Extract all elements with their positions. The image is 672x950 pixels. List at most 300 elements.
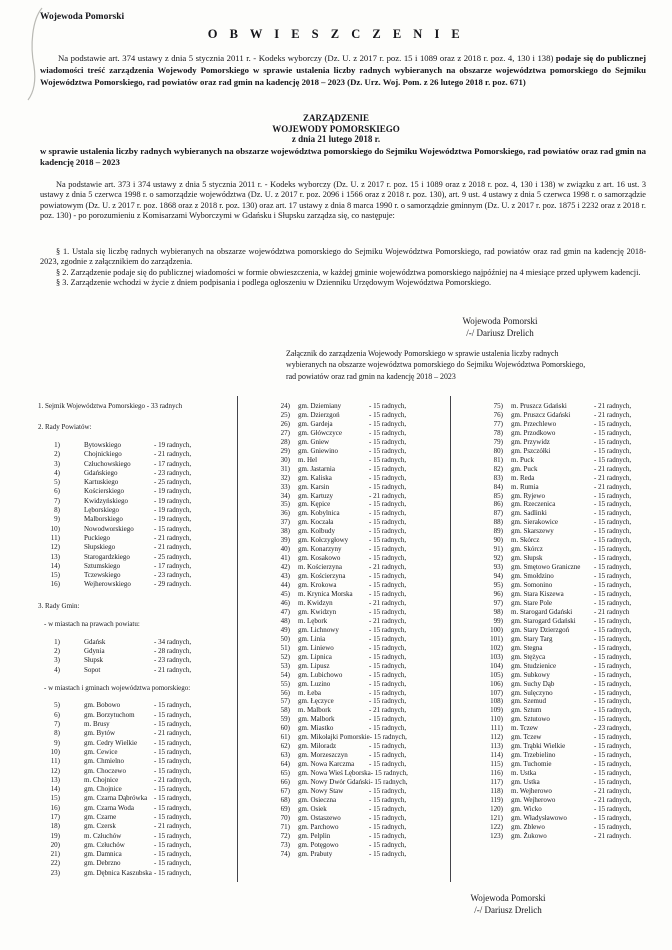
annex-item-count: - 21 radnych, — [369, 491, 407, 500]
annex-item-number: 104) — [490, 661, 503, 670]
annex-item-name: Chojnickiego — [84, 450, 122, 459]
annex-item-count: - 15 radnych, — [369, 509, 407, 518]
annex-item-number: 115) — [490, 760, 503, 769]
annex-item-name: m. Tczew — [511, 724, 538, 733]
annex-item-name: gm. Sadlinki — [511, 509, 547, 518]
annex-item-count: - 15 radnych, — [594, 428, 632, 437]
annex-item-name: gm. Ustka — [511, 778, 540, 787]
annex-item-name: gm. Skarszewy — [511, 527, 554, 536]
annex-item-number: 59) — [280, 715, 290, 724]
annex-list-item — [479, 563, 668, 572]
annex-list-item — [264, 760, 445, 769]
annex-item-number: 44) — [280, 581, 290, 590]
annex-item-name: m. Kościerzyna — [298, 563, 342, 572]
annex-list-item — [38, 720, 232, 729]
annex-item-count: - 19 radnych, — [154, 441, 192, 449]
annex-item-name: gm. Bytów — [84, 729, 116, 738]
annex-item-number: 19) — [50, 831, 60, 840]
order-heading-line2: WOJEWODY POMORSKIEGO — [272, 123, 400, 134]
annex-item-count: - 15 radnych, — [369, 464, 407, 473]
annex-list-item — [479, 492, 668, 501]
annex-item-number: 53) — [280, 661, 290, 670]
annex-item-number: 51) — [280, 643, 290, 652]
annex-item-number: 62) — [280, 742, 290, 751]
annex-column-1 — [30, 396, 237, 882]
annex-list-item — [38, 441, 232, 450]
powiaty-list — [38, 441, 232, 590]
annex-list-item — [264, 832, 445, 841]
annex-item-count: - 15 radnych, — [369, 625, 407, 634]
attachment-note-line3: rad powiatów oraz rad gmin na kadencję 2018 – 2023 — [286, 371, 456, 381]
footer-signature-block — [423, 893, 593, 916]
annex-item-number: 80) — [493, 446, 503, 455]
annex-item-name: gm. Sierakowice — [511, 518, 559, 527]
annex-item-count: - 15 radnych, — [594, 518, 632, 527]
annex-list-item — [38, 534, 232, 543]
annex-list-item — [38, 580, 232, 589]
annex-item-count: - 15 radnych, — [369, 518, 407, 527]
annex-item-number: 81) — [493, 455, 503, 464]
gminy-list-col3 — [479, 402, 668, 841]
paragraph-3: § 3. Zarządzenie wchodzi w życie z dniem podpisania i podlega ogłoszeniu w Dzienniku Urzędowym Województwa Pomorskiego. — [56, 278, 492, 288]
annex-item-count: - 21 radnych, — [594, 402, 632, 410]
annex-item-count: - 25 radnych, — [154, 552, 192, 561]
annex-list-item — [264, 706, 445, 715]
annex-item-name: gm. Pszczółki — [511, 446, 551, 455]
annex-item-number: 72) — [280, 831, 290, 840]
annex-item-count: - 15 radnych, — [369, 607, 407, 616]
annex-list-item — [479, 608, 668, 617]
annex-item-count: - 15 radnych, — [154, 813, 192, 821]
annex-item-count: - 15 radnych, — [594, 419, 632, 428]
annex-item-name: gm. Tczew — [511, 733, 542, 742]
annex-item-number: 110) — [490, 715, 503, 724]
annex-list-item — [38, 794, 232, 803]
annex-list-item — [264, 751, 445, 760]
annex-item-number: 30) — [280, 455, 290, 464]
annex-item-name: gm. Starogard Gdański — [511, 616, 576, 625]
annex-list-item — [38, 450, 232, 459]
annex-list-item — [38, 869, 232, 878]
annex-item-name: gm. Miastko — [298, 724, 334, 733]
annex-list-item — [479, 474, 668, 483]
annex-list-item — [264, 724, 445, 733]
annex-item-count: - 15 radnych, — [594, 598, 632, 607]
attachment-note-line2: wybieranych na obszarze województwa pomorskiego do Sejmiku Województwa Pomorskiego, — [286, 360, 586, 370]
annex-item-count: - 19 radnych, — [154, 496, 192, 505]
annex-item-number: 29) — [280, 446, 290, 455]
annex-item-count: - 21 radnych, — [154, 533, 192, 542]
annex-list-item — [479, 733, 668, 742]
annex-item-count: - 19 radnych, — [154, 487, 192, 496]
legal-basis-paragraph: Na podstawie art. 373 i 374 ustawy z dnia 5 stycznia 2011 r. - Kodeks wyborczy (Dz. U. z 2017 r. poz. 15 i 1089 oraz z 2018 r. poz. 4, 130 i 138) w związku z art. 16 ust. 3 ustawy z dnia 5 czerwca 1998 r. o samorządzie województwa (Dz. U. z 2017 r. poz. 2096 i 1566 oraz z 2018 r. poz. 130), art. 9 ust. 4 ustawy z dnia 5 czerwca 1998 r. o samorządzie powiatowym (Dz. U. z 2017 r. poz. 1868 oraz z 2018 r. poz. 130) oraz art. 17 ustawy z dnia 8 marca 1990 r. o samorządzie gminnym (Dz. U. z 2017 r. poz. 1875 i 2232 oraz z 2018 r. poz. 130) - po porozumieniu z Komisarzami Wyborczymi w Gdańsku i Słupsku zarządza się, co następuje: — [40, 180, 646, 221]
annex-item-name: m. Puck — [511, 455, 534, 464]
annex-item-name: gm. Żukowo — [511, 831, 547, 840]
intro-bold-text: podaje się do publicznej wiadomości treść zarządzenia Wojewody Pomorskiego w sprawie ustalenia liczby radnych wybieranych na obszarze województwa pomorskiego do Sejmiku Województwa Pomorskiego, rad powiatów oraz rad gmin na kadencję 2018 – 2023 (Dz. Urz. Woj. Pom. z 26 lutego 2018 r. poz. 671) — [40, 53, 646, 88]
annex-item-name: gm. Sulęczyno — [511, 688, 553, 697]
annex-item-number: 67) — [280, 786, 290, 795]
annex-list-item — [479, 680, 668, 689]
annex-item-name: m. Brusy — [84, 720, 110, 729]
annex-item-name: Lęborskiego — [84, 506, 119, 515]
annex-item-number: 14) — [50, 785, 60, 794]
annex-item-count: - 15 radnych, — [369, 688, 407, 697]
annex-item-number: 8) — [54, 729, 60, 738]
annex-item-name: m. Kwidzyn — [298, 598, 333, 607]
annex-item-count: - 15 radnych, — [369, 831, 407, 840]
annex-item-count: - 25 radnych, — [154, 478, 192, 487]
annex-item-count: - 15 radnych, — [154, 738, 192, 747]
annex-item-name: gm. Luzino — [298, 679, 331, 688]
annex-list-item — [264, 456, 445, 465]
signature-title: Wojewoda Pomorski — [462, 316, 538, 326]
annex-item-number: 16) — [50, 803, 60, 812]
annex-item-number: 63) — [280, 751, 290, 760]
annex-item-count: - 15 radnych, — [594, 760, 632, 769]
annex-list-item — [264, 465, 445, 474]
annex-list-item — [479, 465, 668, 474]
annex-list-item — [479, 635, 668, 644]
annex-list-item — [264, 680, 445, 689]
annex-item-name: Człuchowskiego — [84, 459, 131, 468]
annex-item-name: gm. Słupsk — [511, 554, 543, 563]
annex-item-number: 37) — [280, 518, 290, 527]
annex-item-number: 7) — [54, 720, 60, 729]
annex-item-number: 58) — [280, 706, 290, 715]
annex-list-item — [479, 527, 668, 536]
annex-item-name: gm. Stary Dzierzgoń — [511, 625, 570, 634]
annex-item-count: - 29 radnych. — [154, 580, 192, 589]
annex-list-item — [264, 644, 445, 653]
annex-item-name: m. Ustka — [511, 769, 537, 778]
annex-item-number: 96) — [493, 590, 503, 599]
annex-list-item — [38, 497, 232, 506]
annex-item-name: gm. Morzeszczyn — [298, 751, 348, 760]
annex-item-name: m. Krynica Morska — [298, 590, 353, 599]
annex-item-number: 25) — [280, 410, 290, 419]
annex-item-count: - 15 radnych, — [594, 742, 632, 751]
annex-item-count: - 15 radnych, — [154, 766, 192, 775]
annex-list-item — [38, 729, 232, 738]
annex-list-item — [264, 563, 445, 572]
annex-list-item — [264, 787, 445, 796]
annex-item-name: gm. Przechlewo — [511, 419, 557, 428]
annex-item-count: - 15 radnych, — [594, 527, 632, 536]
annex-item-name: m. Reda — [511, 473, 535, 482]
annex-item-number: 34) — [280, 491, 290, 500]
annex-item-number: 113) — [490, 742, 503, 751]
annex-item-count: - 15 radnych, — [154, 747, 192, 756]
annex-item-count: - 15 radnych, — [369, 581, 407, 590]
annex-item-number: 33) — [280, 482, 290, 491]
annex-list-item — [38, 841, 232, 850]
annex-item-name: gm. Malbork — [298, 715, 335, 724]
annex-item-count: - 15 radnych, — [370, 778, 408, 787]
annex-item-number: 1) — [54, 441, 60, 449]
annex-item-number: 119) — [490, 795, 503, 804]
annex-item-name: gm. Skórcz — [511, 545, 543, 554]
attachment-note-line1: Załącznik do zarządzenia Wojewody Pomorskiego w sprawie ustalenia liczby radnych — [286, 349, 559, 358]
annex-item-name: gm. Kępice — [298, 500, 331, 509]
annex-item-number: 22) — [50, 859, 60, 868]
annex-item-number: 16) — [50, 580, 60, 589]
annex-item-count: - 15 radnych, — [594, 813, 632, 822]
annex-item-name: gm. Liniewo — [298, 643, 334, 652]
annex-item-name: Słupsk — [84, 656, 104, 665]
signature-name: /-/ Dariusz Drelich — [466, 327, 534, 338]
annex-item-number: 9) — [54, 515, 60, 524]
annex-item-number: 95) — [493, 581, 503, 590]
annex-item-number: 114) — [490, 751, 503, 760]
annex-item-name: gm. Lichnowy — [298, 625, 339, 634]
annex-item-number: 118) — [490, 786, 503, 795]
annex-item-number: 101) — [490, 634, 503, 643]
cities-subheading: - w miastach na prawach powiatu: — [44, 620, 140, 629]
annex-item-count: - 15 radnych, — [594, 625, 632, 634]
annex-list-item — [479, 536, 668, 545]
annex-item-count: - 17 radnych, — [154, 561, 192, 570]
annex-item-name: gm. Linia — [298, 634, 326, 643]
annex-item-name: gm. Krokowa — [298, 581, 337, 590]
order-paragraphs — [40, 247, 646, 289]
order-heading — [0, 113, 672, 145]
annex-item-name: gm. Lipnica — [298, 652, 332, 661]
annex-item-count: - 15 radnych, — [369, 804, 407, 813]
annex-item-name: gm. Stegna — [511, 643, 543, 652]
annex-list-item — [264, 697, 445, 706]
annex-item-number: 70) — [280, 813, 290, 822]
annex-item-name: Kościerskiego — [84, 487, 125, 496]
annex-item-count: - 15 radnych, — [369, 554, 407, 563]
annex-item-name: gm. Parchowo — [298, 822, 339, 831]
annex-item-number: 90) — [493, 536, 503, 545]
annex-item-count: - 15 radnych, — [154, 710, 192, 719]
annex-item-name: Sztumskiego — [84, 561, 121, 570]
annex-item-count: - 21 radnych, — [594, 482, 632, 491]
annex-list-item — [38, 813, 232, 822]
annex-list-item — [38, 785, 232, 794]
annex-list-item — [38, 757, 232, 766]
annex-item-count: - 15 radnych, — [594, 652, 632, 661]
annex-item-name: gm. Zblewo — [511, 822, 545, 831]
annex-list-item — [479, 447, 668, 456]
annex-item-count: - 15 radnych, — [154, 701, 192, 710]
annex-item-count: - 15 radnych, — [370, 769, 408, 778]
annex-item-name: Nowodworskiego — [84, 524, 134, 533]
annex-list-item — [38, 776, 232, 785]
annex-list-item — [479, 689, 668, 698]
annex-list-item — [479, 411, 668, 420]
annex-item-count: - 23 radnych, — [594, 724, 632, 733]
annex-item-name: gm. Nowy Dwór Gdański — [298, 778, 371, 787]
annex-list-item — [264, 545, 445, 554]
gminy-subheading: - w miastach i gminach województwa pomorskiego: — [44, 683, 191, 692]
annex-list-item — [38, 525, 232, 534]
annex-item-number: 89) — [493, 527, 503, 536]
annex-item-name: gm. Konarzyny — [298, 545, 342, 554]
annex-item-number: 45) — [280, 590, 290, 599]
annex-item-count: - 15 radnych, — [594, 661, 632, 670]
annex-item-name: m. Wejherowo — [511, 786, 552, 795]
annex-item-count: - 15 radnych, — [594, 769, 632, 778]
annex-item-count: - 15 radnych, — [369, 786, 407, 795]
annex-item-count: - 21 radnych, — [369, 706, 407, 715]
annex-item-number: 40) — [280, 545, 290, 554]
annex-item-name: gm. Dzierzgoń — [298, 410, 340, 419]
annex-list-item — [479, 599, 668, 608]
annex-list-item — [264, 608, 445, 617]
annex-item-count: - 15 radnych, — [594, 804, 632, 813]
annex-item-count: - 15 radnych, — [594, 554, 632, 563]
annex-list-item — [264, 769, 445, 778]
annex-item-number: 86) — [493, 500, 503, 509]
annex-item-number: 73) — [280, 840, 290, 849]
annex-item-number: 15) — [50, 794, 60, 803]
annex-item-count: - 15 radnych, — [154, 720, 192, 729]
annex-item-number: 60) — [280, 724, 290, 733]
annex-list-item — [479, 751, 668, 760]
annex-item-count: - 15 radnych, — [369, 419, 407, 428]
annex-list-item — [38, 832, 232, 841]
annex-list-item — [38, 647, 232, 656]
annex-item-count: - 15 radnych, — [594, 536, 632, 545]
annex-item-number: 57) — [280, 697, 290, 706]
annex-item-number: 102) — [490, 643, 503, 652]
annex-list-item — [264, 689, 445, 698]
annex-item-name: gm. Kolbudy — [298, 527, 335, 536]
annex-item-name: m. Człuchów — [84, 831, 122, 840]
annex-item-name: Kwidzyńskiego — [84, 496, 128, 505]
annex-item-name: gm. Damnica — [84, 850, 122, 859]
annex-item-name: gm. Karsin — [298, 482, 330, 491]
annex-list-item — [38, 804, 232, 813]
annex-item-name: m. Skórcz — [511, 536, 540, 545]
annex-item-count: - 15 radnych, — [154, 757, 192, 766]
annex-item-name: Malborskiego — [84, 515, 123, 524]
annex-item-count: - 15 radnych, — [369, 437, 407, 446]
annex-item-name: gm. Czarna Woda — [84, 803, 135, 812]
annex-item-name: gm. Stara Kiszewa — [511, 590, 564, 599]
annex-list-item — [264, 823, 445, 832]
annex-item-count: - 15 radnych, — [369, 742, 407, 751]
annex-item-number: 42) — [280, 563, 290, 572]
annex-list-item — [264, 447, 445, 456]
annex-list-item — [264, 635, 445, 644]
annex-item-count: - 21 radnych, — [154, 450, 192, 459]
paragraph-1: § 1. Ustala się liczbę radnych wybieranych na obszarze województwa pomorskiego do Sejmiku Województwa Pomorskiego, rad powiatów oraz rad gmin na kadencję 2018-2023, zgodnie z załącznikiem do zarządzenia. — [40, 247, 646, 267]
annex-item-number: 27) — [280, 428, 290, 437]
annex-item-name: gm. Choczewo — [84, 766, 126, 775]
annex-item-count: - 15 radnych, — [369, 643, 407, 652]
annex-item-count: - 15 radnych, — [369, 500, 407, 509]
annex-list-item — [479, 500, 668, 509]
annex-item-name: Kartuskiego — [84, 478, 119, 487]
footer-signature-name: /-/ Dariusz Drelich — [474, 904, 542, 915]
annex-item-number: 94) — [493, 572, 503, 581]
annex-item-number: 61) — [280, 733, 290, 742]
annex-item-count: - 15 radnych, — [369, 733, 407, 742]
annex-list-item — [479, 617, 668, 626]
annex-list-item — [479, 787, 668, 796]
annex-item-count: - 15 radnych, — [369, 751, 407, 760]
annex-list-item — [264, 590, 445, 599]
annex-item-count: - 15 radnych, — [369, 849, 407, 858]
annex-list-item — [479, 715, 668, 724]
annex-item-name: gm. Wicko — [511, 804, 542, 813]
annex-item-count: - 23 radnych, — [154, 468, 192, 477]
annex-list-item — [264, 411, 445, 420]
annex-item-name: gm. Szemud — [511, 697, 546, 706]
annex-item-name: gm. Lubichowo — [298, 670, 343, 679]
annex-item-number: 52) — [280, 652, 290, 661]
annex-item-count: - 15 radnych, — [594, 634, 632, 643]
annex-list-item — [479, 814, 668, 823]
annex-item-number: 87) — [493, 509, 503, 518]
annex-item-number: 69) — [280, 804, 290, 813]
annex-item-number: 36) — [280, 509, 290, 518]
annex-item-name: gm. Osiek — [298, 804, 327, 813]
annex-item-name: gm. Cewice — [84, 747, 118, 756]
annex-list-item — [479, 796, 668, 805]
annex-item-name: gm. Władysławowo — [511, 813, 567, 822]
annex-item-name: Gdańskiego — [84, 468, 118, 477]
annex-item-name: gm. Cedry Wielkie — [84, 738, 138, 747]
annex-item-count: - 21 radnych — [594, 607, 630, 616]
annex-list-item — [264, 402, 445, 411]
annex-item-name: gm. Osieczna — [298, 795, 337, 804]
annex-item-name: gm. Czarne — [84, 813, 117, 821]
annex-item-count: - 15 radnych, — [154, 524, 192, 533]
annex-item-name: gm. Kaliska — [298, 473, 332, 482]
annex-item-count: - 15 radnych, — [369, 410, 407, 419]
annex-item-number: 38) — [280, 527, 290, 536]
annex-list-item — [264, 814, 445, 823]
annex-list-item — [479, 644, 668, 653]
annex-item-number: 78) — [493, 428, 503, 437]
annex-item-count: - 15 radnych, — [369, 482, 407, 491]
annex-item-count: - 21 radnych. — [594, 831, 632, 840]
annex-item-number: 12) — [50, 543, 60, 552]
annex-item-number: 108) — [490, 697, 503, 706]
annex-list-item — [479, 724, 668, 733]
cities-list — [38, 638, 232, 675]
annex-item-number: 15) — [50, 571, 60, 580]
annex-item-number: 14) — [50, 561, 60, 570]
annex-list-item — [38, 562, 232, 571]
annex-list-item — [479, 456, 668, 465]
annex-list-item — [38, 739, 232, 748]
annex-list-item — [479, 778, 668, 787]
annex-item-count: - 15 radnych, — [594, 643, 632, 652]
annex-item-name: gm. Prabuty — [298, 849, 333, 858]
annex-list-item — [38, 767, 232, 776]
annex-item-name: gm. Gardeja — [298, 419, 333, 428]
annex-list-item — [38, 859, 232, 868]
annex-item-number: 20) — [50, 840, 60, 849]
annex-list-item — [264, 662, 445, 671]
annex-item-count: - 15 radnych, — [369, 840, 407, 849]
annex-item-count: - 15 radnych, — [594, 437, 632, 446]
annex-item-name: gm. Ryjewo — [511, 491, 545, 500]
annex-item-count: - 19 radnych, — [154, 506, 192, 515]
annex-item-number: 17) — [50, 813, 60, 821]
annex-item-number: 75) — [493, 402, 503, 410]
annex-list-item — [38, 850, 232, 859]
annex-list-item — [264, 841, 445, 850]
annex-item-count: - 28 radnych, — [154, 647, 192, 656]
annex-item-name: gm. Bobowo — [84, 701, 121, 710]
annex-item-count: - 15 radnych, — [594, 616, 632, 625]
